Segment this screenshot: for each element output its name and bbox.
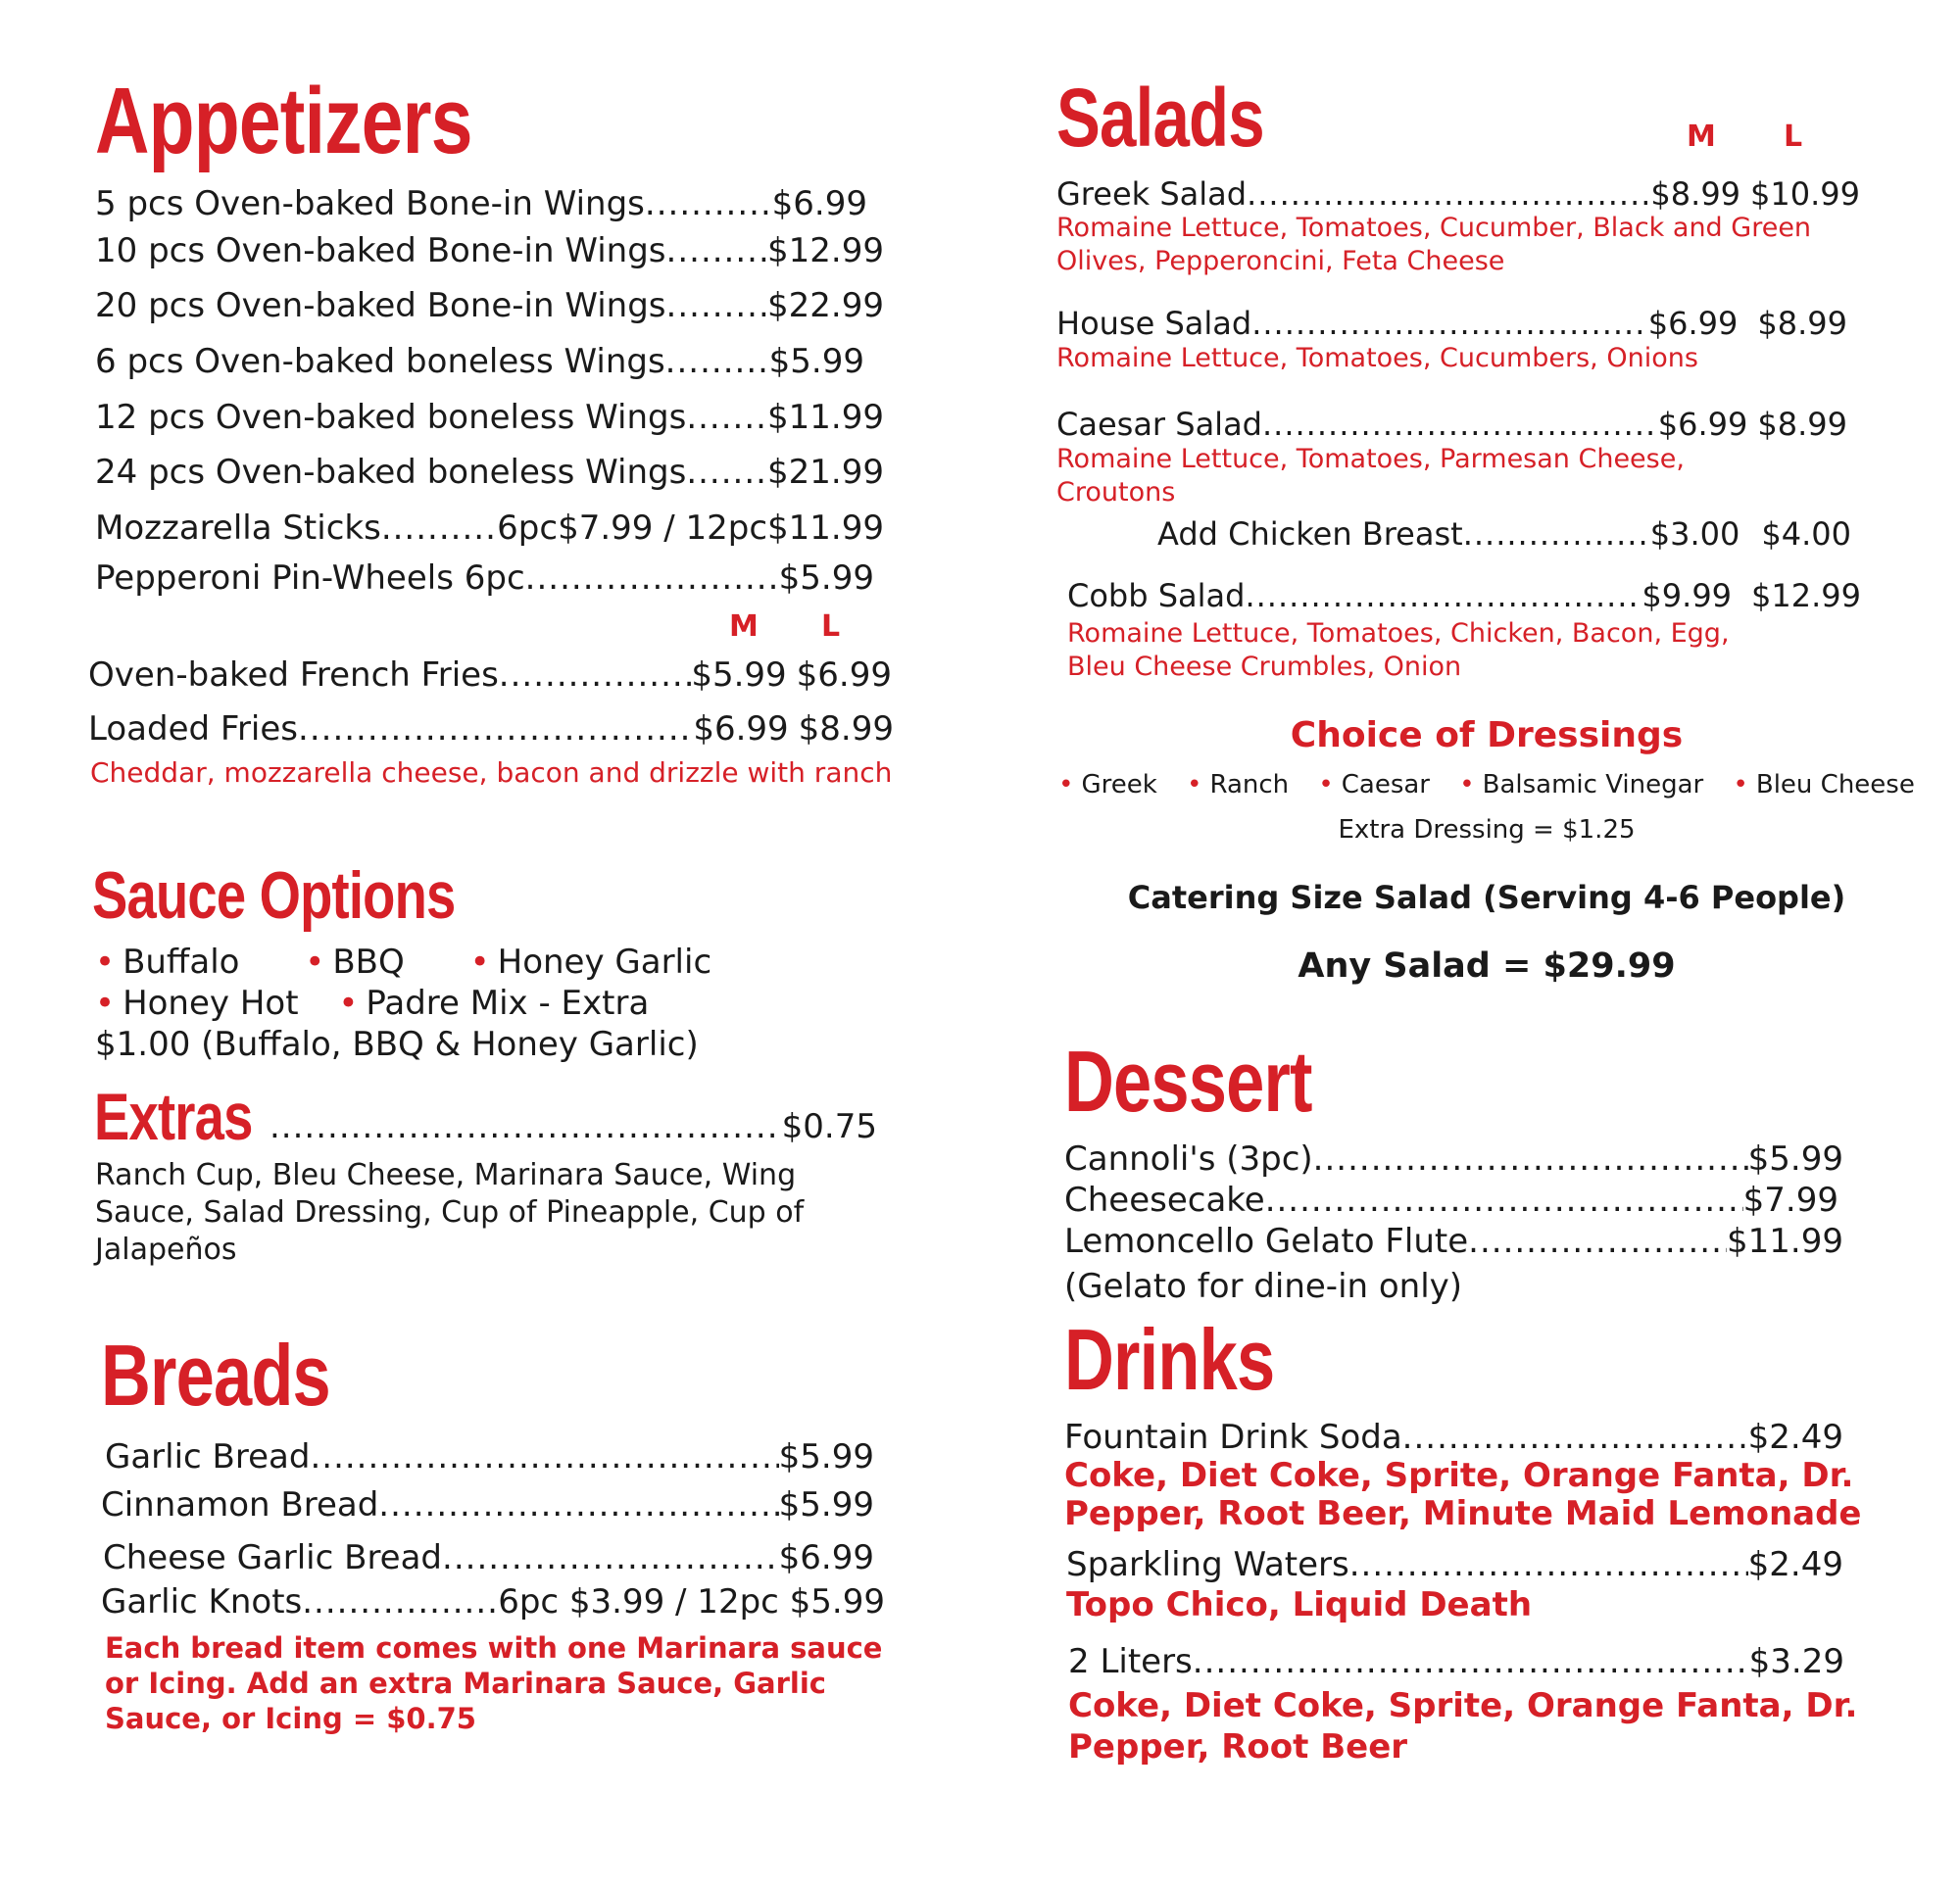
- item-label: 6 pcs Oven-baked boneless Wings: [95, 342, 665, 381]
- menu-item: [95, 184, 867, 223]
- item-label: Oven-baked French Fries: [88, 655, 499, 695]
- item-label: Cheese Garlic Bread: [103, 1538, 443, 1577]
- item-label: 10 pcs Oven-baked Bone-in Wings: [95, 231, 666, 270]
- item-price-m: $6.99: [693, 709, 789, 749]
- menu-item: [1157, 515, 1851, 553]
- sauce-option: Honey Garlic: [497, 943, 712, 982]
- salad-description: Romaine Lettuce, Tomatoes, Cucumbers, Onions: [1056, 343, 1698, 373]
- item-price: $11.99: [767, 398, 884, 437]
- item-price-m: $3.00: [1649, 515, 1740, 553]
- menu-item: [95, 231, 884, 270]
- dressing-option: Bleu Cheese: [1755, 770, 1915, 799]
- bullet-icon: •: [338, 984, 359, 1023]
- item-price: $6.99: [771, 184, 867, 223]
- menu-item: [1068, 1642, 1844, 1681]
- sauce-option: Honey Hot: [122, 984, 299, 1023]
- menu-item: [95, 398, 884, 437]
- bullet-icon: •: [95, 943, 116, 982]
- menu-item: [1064, 1139, 1843, 1179]
- menu-item: [1064, 1222, 1843, 1261]
- menu-item: [101, 1582, 885, 1622]
- sauce-options-heading: Sauce Options: [92, 858, 456, 933]
- item-label: Cheesecake: [1064, 1181, 1265, 1220]
- bread-note: Each bread item comes with one Marinara sauce or Icing. Add an extra Marinara Sauce, Garlic Sauce, or Icing = $0.75: [105, 1631, 883, 1735]
- item-price: 6pc $3.99 / 12pc $5.99: [498, 1582, 885, 1622]
- menu-item: [1056, 406, 1847, 443]
- salad-description: Romaine Lettuce, Tomatoes, Chicken, Bacon, Egg, Bleu Cheese Crumbles, Onion: [1067, 618, 1730, 682]
- menu-item: [1064, 1181, 1838, 1220]
- item-price: $3.29: [1748, 1642, 1844, 1681]
- item-price: $2.49: [1747, 1418, 1843, 1457]
- item-label: 12 pcs Oven-baked boneless Wings: [95, 398, 687, 437]
- item-label: Lemoncello Gelato Flute: [1064, 1222, 1469, 1261]
- item-price: $5.99: [778, 1437, 874, 1477]
- item-price-m: $9.99: [1642, 577, 1733, 614]
- item-label: Loaded Fries: [88, 709, 299, 749]
- item-label: Pepperoni Pin-Wheels 6pc: [95, 558, 525, 598]
- extras-price: $0.75: [781, 1107, 877, 1146]
- extra-dressing: Extra Dressing = $1.25: [1338, 815, 1636, 845]
- menu-item: [88, 709, 894, 749]
- extras-heading: Extras: [94, 1080, 253, 1154]
- size-l-label: L: [1784, 120, 1803, 154]
- item-label: Cinnamon Bread: [101, 1485, 379, 1525]
- item-price-m: $5.99: [691, 655, 787, 695]
- item-price-m: $6.99: [1647, 305, 1739, 342]
- menu-item: [103, 1538, 874, 1577]
- item-price: $6.99: [778, 1538, 874, 1577]
- item-label: Add Chicken Breast: [1157, 515, 1463, 553]
- menu-item: [95, 453, 884, 492]
- dressing-option: Caesar: [1341, 770, 1431, 799]
- dressing-option: Balsamic Vinegar: [1482, 770, 1704, 799]
- item-price-l: $8.99: [1757, 406, 1847, 443]
- menu-item: [1056, 305, 1847, 342]
- drinks-heading: Drinks: [1064, 1311, 1275, 1408]
- dressing-option: Ranch: [1209, 770, 1290, 799]
- sauce-line-1: [95, 943, 711, 982]
- item-label: Cannoli's (3pc): [1064, 1139, 1313, 1179]
- item-price: $5.99: [778, 1485, 874, 1525]
- item-price-l: $8.99: [798, 709, 894, 749]
- dessert-note: (Gelato for dine-in only): [1064, 1267, 1463, 1306]
- dressing-option: Greek: [1081, 770, 1157, 799]
- item-label: Garlic Bread: [105, 1437, 311, 1477]
- item-price: $11.99: [1727, 1222, 1843, 1261]
- drink-description: Coke, Diet Coke, Sprite, Orange Fanta, Dr. Pepper, Root Beer: [1068, 1686, 1858, 1767]
- drink-description: Coke, Diet Coke, Sprite, Orange Fanta, Dr. Pepper, Root Beer, Minute Maid Lemonade: [1064, 1456, 1862, 1533]
- size-l-label: L: [821, 609, 841, 644]
- item-label: Fountain Drink Soda: [1064, 1418, 1402, 1457]
- bullet-icon: •: [95, 984, 116, 1023]
- menu-item: [95, 342, 864, 381]
- item-price: $12.99: [767, 231, 884, 270]
- dressings-list: • Greek • Ranch • Caesar • Balsamic Vinegar • Bleu Cheese: [1058, 770, 1915, 799]
- bullet-icon: •: [469, 943, 490, 982]
- fries-description: Cheddar, mozzarella cheese, bacon and drizzle with ranch: [90, 756, 893, 789]
- item-price: $5.99: [778, 558, 874, 598]
- item-price-l: $4.00: [1761, 515, 1851, 553]
- size-m-label: M: [1687, 120, 1716, 154]
- menu-item: [95, 286, 884, 325]
- drink-description: Topo Chico, Liquid Death: [1066, 1585, 1533, 1624]
- any-salad-price: Any Salad = $29.99: [1298, 946, 1676, 986]
- item-price-l: $6.99: [796, 655, 892, 695]
- dessert-heading: Dessert: [1064, 1033, 1312, 1130]
- salads-heading: Salads: [1056, 72, 1264, 164]
- breads-heading: Breads: [101, 1327, 330, 1424]
- sauce-line-3: $1.00 (Buffalo, BBQ & Honey Garlic): [95, 1025, 699, 1064]
- item-price: $5.99: [768, 342, 864, 381]
- item-label: Sparkling Waters: [1066, 1545, 1349, 1584]
- salad-description: Romaine Lettuce, Tomatoes, Cucumber, Black and Green Olives, Pepperoncini, Feta Cheese: [1056, 213, 1812, 276]
- item-label: Caesar Salad: [1056, 406, 1262, 443]
- item-label: Greek Salad: [1056, 175, 1248, 213]
- extras-price-row: [270, 1107, 877, 1146]
- item-label: Mozzarella Sticks: [95, 509, 381, 548]
- menu-item: [105, 1437, 874, 1477]
- menu-item: [1067, 577, 1861, 614]
- appetizers-heading: Appetizers: [95, 69, 472, 173]
- salad-description: Romaine Lettuce, Tomatoes, Parmesan Cheese, Croutons: [1056, 444, 1685, 508]
- item-label: 20 pcs Oven-baked Bone-in Wings: [95, 286, 666, 325]
- menu-item: [1056, 175, 1860, 213]
- extras-description: Ranch Cup, Bleu Cheese, Marinara Sauce, Wing Sauce, Salad Dressing, Cup of Pineapple, Cup of Jalapeños: [95, 1158, 805, 1267]
- item-price: $7.99: [1742, 1181, 1838, 1220]
- item-label: 24 pcs Oven-baked boneless Wings: [95, 453, 687, 492]
- item-price-l: $12.99: [1751, 577, 1861, 614]
- item-label: House Salad: [1056, 305, 1252, 342]
- bullet-icon: •: [305, 943, 325, 982]
- bullet-icon: •: [1058, 770, 1074, 799]
- item-label: 2 Liters: [1068, 1642, 1193, 1681]
- menu-item: [95, 558, 874, 598]
- menu-item: [101, 1485, 874, 1525]
- item-price: $5.99: [1747, 1139, 1843, 1179]
- item-price: $21.99: [767, 453, 884, 492]
- dressings-title: Choice of Dressings: [1290, 715, 1684, 755]
- sauce-option: Padre Mix - Extra: [366, 984, 650, 1023]
- catering-title: Catering Size Salad (Serving 4-6 People): [1127, 879, 1846, 916]
- menu-item: [1064, 1418, 1843, 1457]
- item-price: $22.99: [767, 286, 884, 325]
- item-price-m: $6.99: [1657, 406, 1748, 443]
- item-price-l: $8.99: [1757, 305, 1847, 342]
- item-price: 6pc$7.99 / 12pc$11.99: [497, 509, 884, 548]
- menu-item: [88, 655, 892, 695]
- sauce-option: Buffalo: [122, 943, 240, 982]
- item-label: Cobb Salad: [1067, 577, 1246, 614]
- item-label: 5 pcs Oven-baked Bone-in Wings: [95, 184, 645, 223]
- item-price-m: $8.99: [1650, 175, 1741, 213]
- item-price: $2.49: [1747, 1545, 1843, 1584]
- menu-item: [95, 509, 884, 548]
- item-price-l: $10.99: [1750, 175, 1860, 213]
- size-m-label: M: [729, 609, 759, 644]
- item-label: Garlic Knots: [101, 1582, 303, 1622]
- sauce-line-2: [95, 984, 649, 1023]
- sauce-option: BBQ: [332, 943, 405, 982]
- menu-item: [1066, 1545, 1843, 1584]
